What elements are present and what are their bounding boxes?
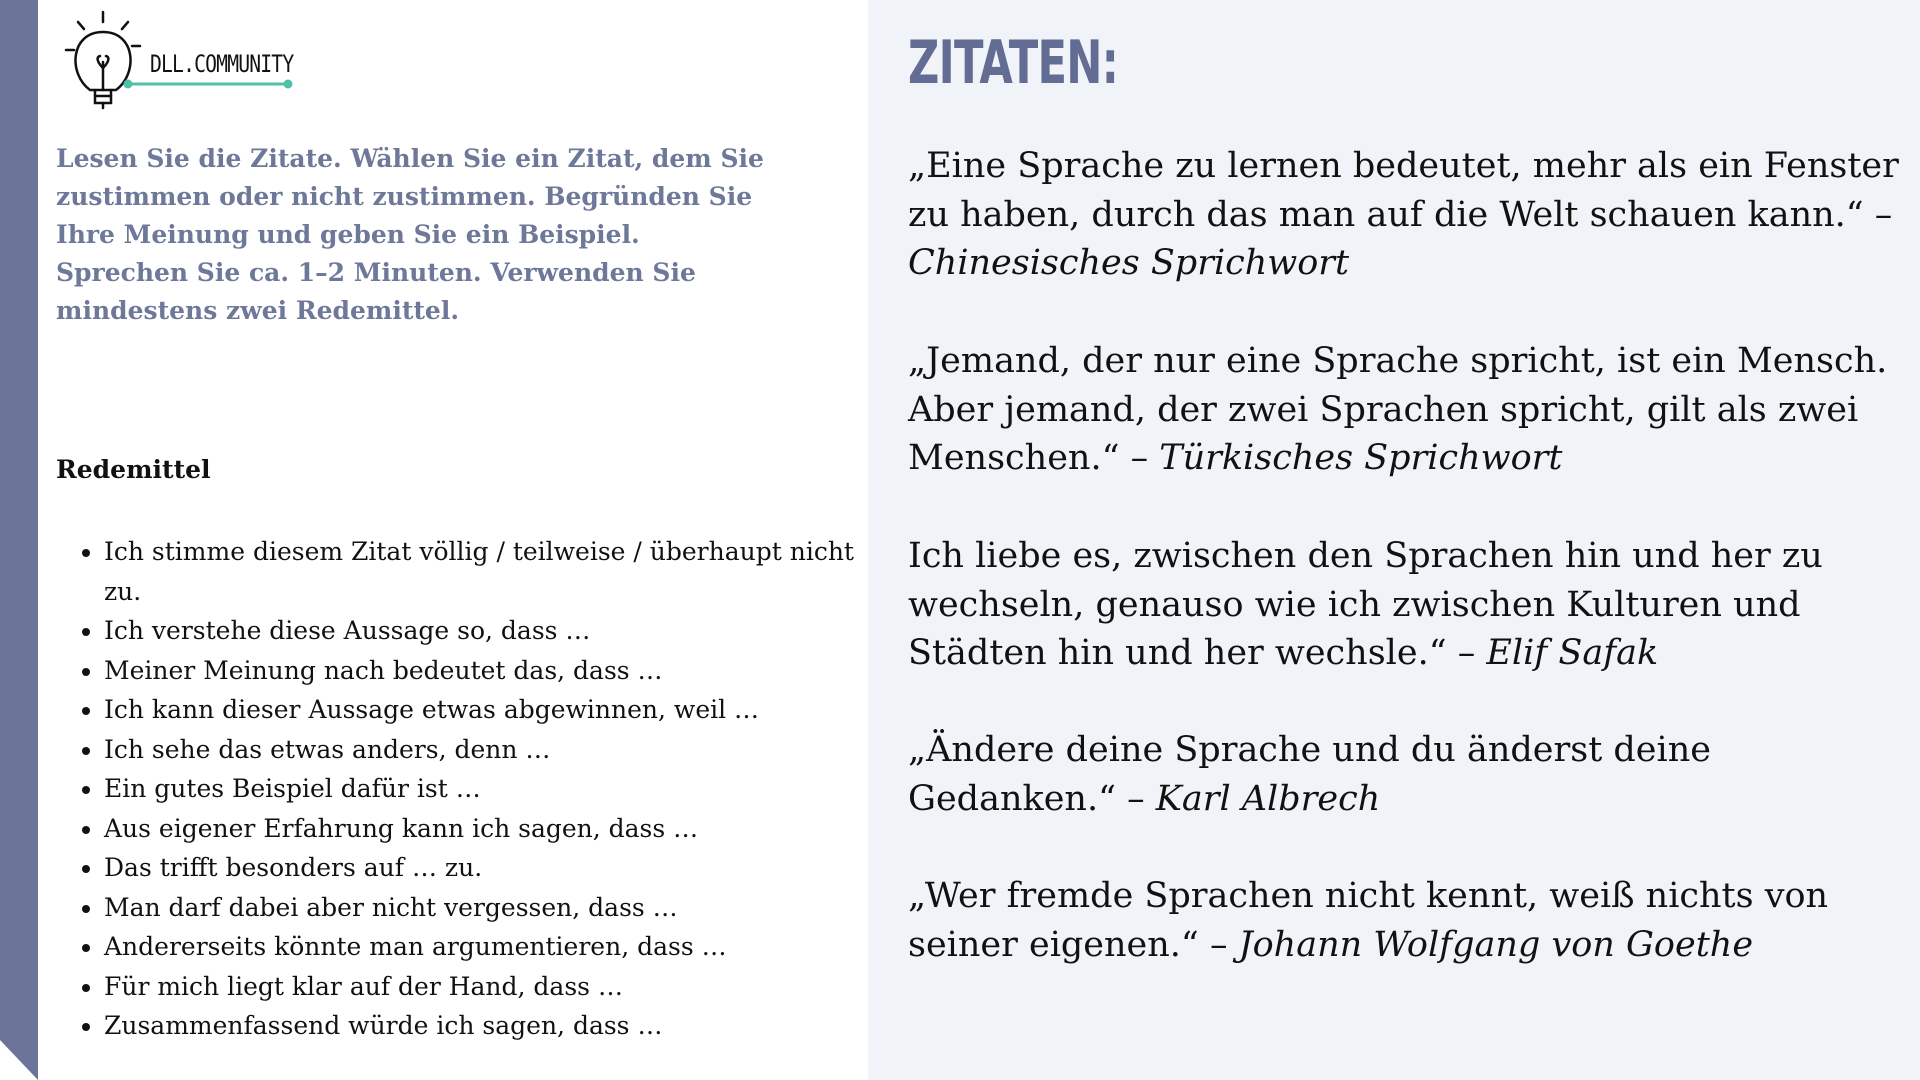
- list-item: • Aus eigener Erfahrung kann ich sagen, dass …: [104, 809, 884, 849]
- quotes-panel: [868, 0, 1920, 1080]
- quote: [908, 337, 1908, 483]
- quote-text: „Eine Sprache zu lernen bedeutet, mehr als ein Fenster zu haben, durch das man auf die Welt schauen kann.“ –: [908, 146, 1899, 235]
- quote: [908, 142, 1908, 288]
- quote-source: Türkisches Sprichwort: [1159, 438, 1563, 478]
- left-accent-bar: [0, 0, 38, 1080]
- list-item: • Ich sehe das etwas anders, denn …: [104, 730, 884, 770]
- quote-text: Ich liebe es, zwischen den Sprachen hin und her zu wechseln, genauso wie ich zwischen Kulturen und Städten hin und her wechsle.“ –: [908, 536, 1823, 673]
- list-item: • Ich stimme diesem Zitat völlig / teilweise / überhaupt nicht zu.: [104, 532, 884, 611]
- quote-text: „Wer fremde Sprachen nicht kennt, weiß nichts von seiner eigenen.“ –: [908, 876, 1829, 965]
- quote: [908, 726, 1908, 823]
- quote-text: „Ändere deine Sprache und du änderst deine Gedanken.“ –: [908, 730, 1711, 819]
- list-item: • Meiner Meinung nach bedeutet das, dass …: [104, 651, 884, 691]
- accent-bar-notch: [0, 1040, 38, 1080]
- list-item: • Zusammenfassend würde ich sagen, dass …: [104, 1006, 884, 1046]
- list-item: • Andererseits könnte man argumentieren, dass …: [104, 927, 884, 967]
- left-panel: [38, 0, 868, 1080]
- quote-source: Chinesisches Sprichwort: [908, 243, 1350, 283]
- list-item: • Man darf dabei aber nicht vergessen, dass …: [104, 888, 884, 928]
- quote: [908, 532, 1908, 678]
- list-item: • Ich kann dieser Aussage etwas abgewinnen, weil …: [104, 690, 884, 730]
- logo-text: DLL.COMMUNITY: [150, 50, 294, 78]
- quote-text: „Jemand, der nur eine Sprache spricht, ist ein Mensch. Aber jemand, der zwei Sprachen spricht, gilt als zwei Menschen.“ –: [908, 341, 1888, 478]
- quote-source: Karl Albrech: [1155, 778, 1381, 819]
- logo: [48, 10, 348, 120]
- quote: [908, 872, 1908, 969]
- quote-source: Elif Safak: [1486, 633, 1659, 673]
- instructions: [56, 140, 816, 330]
- redemittel-list: [56, 532, 884, 1046]
- instructions-paragraph-2: Sprechen Sie ca. 1–2 Minuten. Verwenden Sie mindestens zwei Redemittel.: [56, 258, 696, 325]
- quote-source: Johann Wolfgang von Goethe: [1238, 924, 1754, 965]
- redemittel-heading: Redemittel: [56, 455, 211, 484]
- instructions-paragraph-1: Lesen Sie die Zitate. Wählen Sie ein Zitat, dem Sie zustimmen oder nicht zustimmen. Begründen Sie Ihre Meinung und geben Sie ein Beispiel.: [56, 144, 764, 249]
- list-item: • Das trifft besonders auf … zu.: [104, 848, 884, 888]
- list-item: • Ich verstehe diese Aussage so, dass …: [104, 611, 884, 651]
- list-item: • Für mich liegt klar auf der Hand, dass …: [104, 967, 884, 1007]
- list-item: • Ein gutes Beispiel dafür ist …: [104, 769, 884, 809]
- quotes-title: ZITATEN:: [908, 28, 1119, 98]
